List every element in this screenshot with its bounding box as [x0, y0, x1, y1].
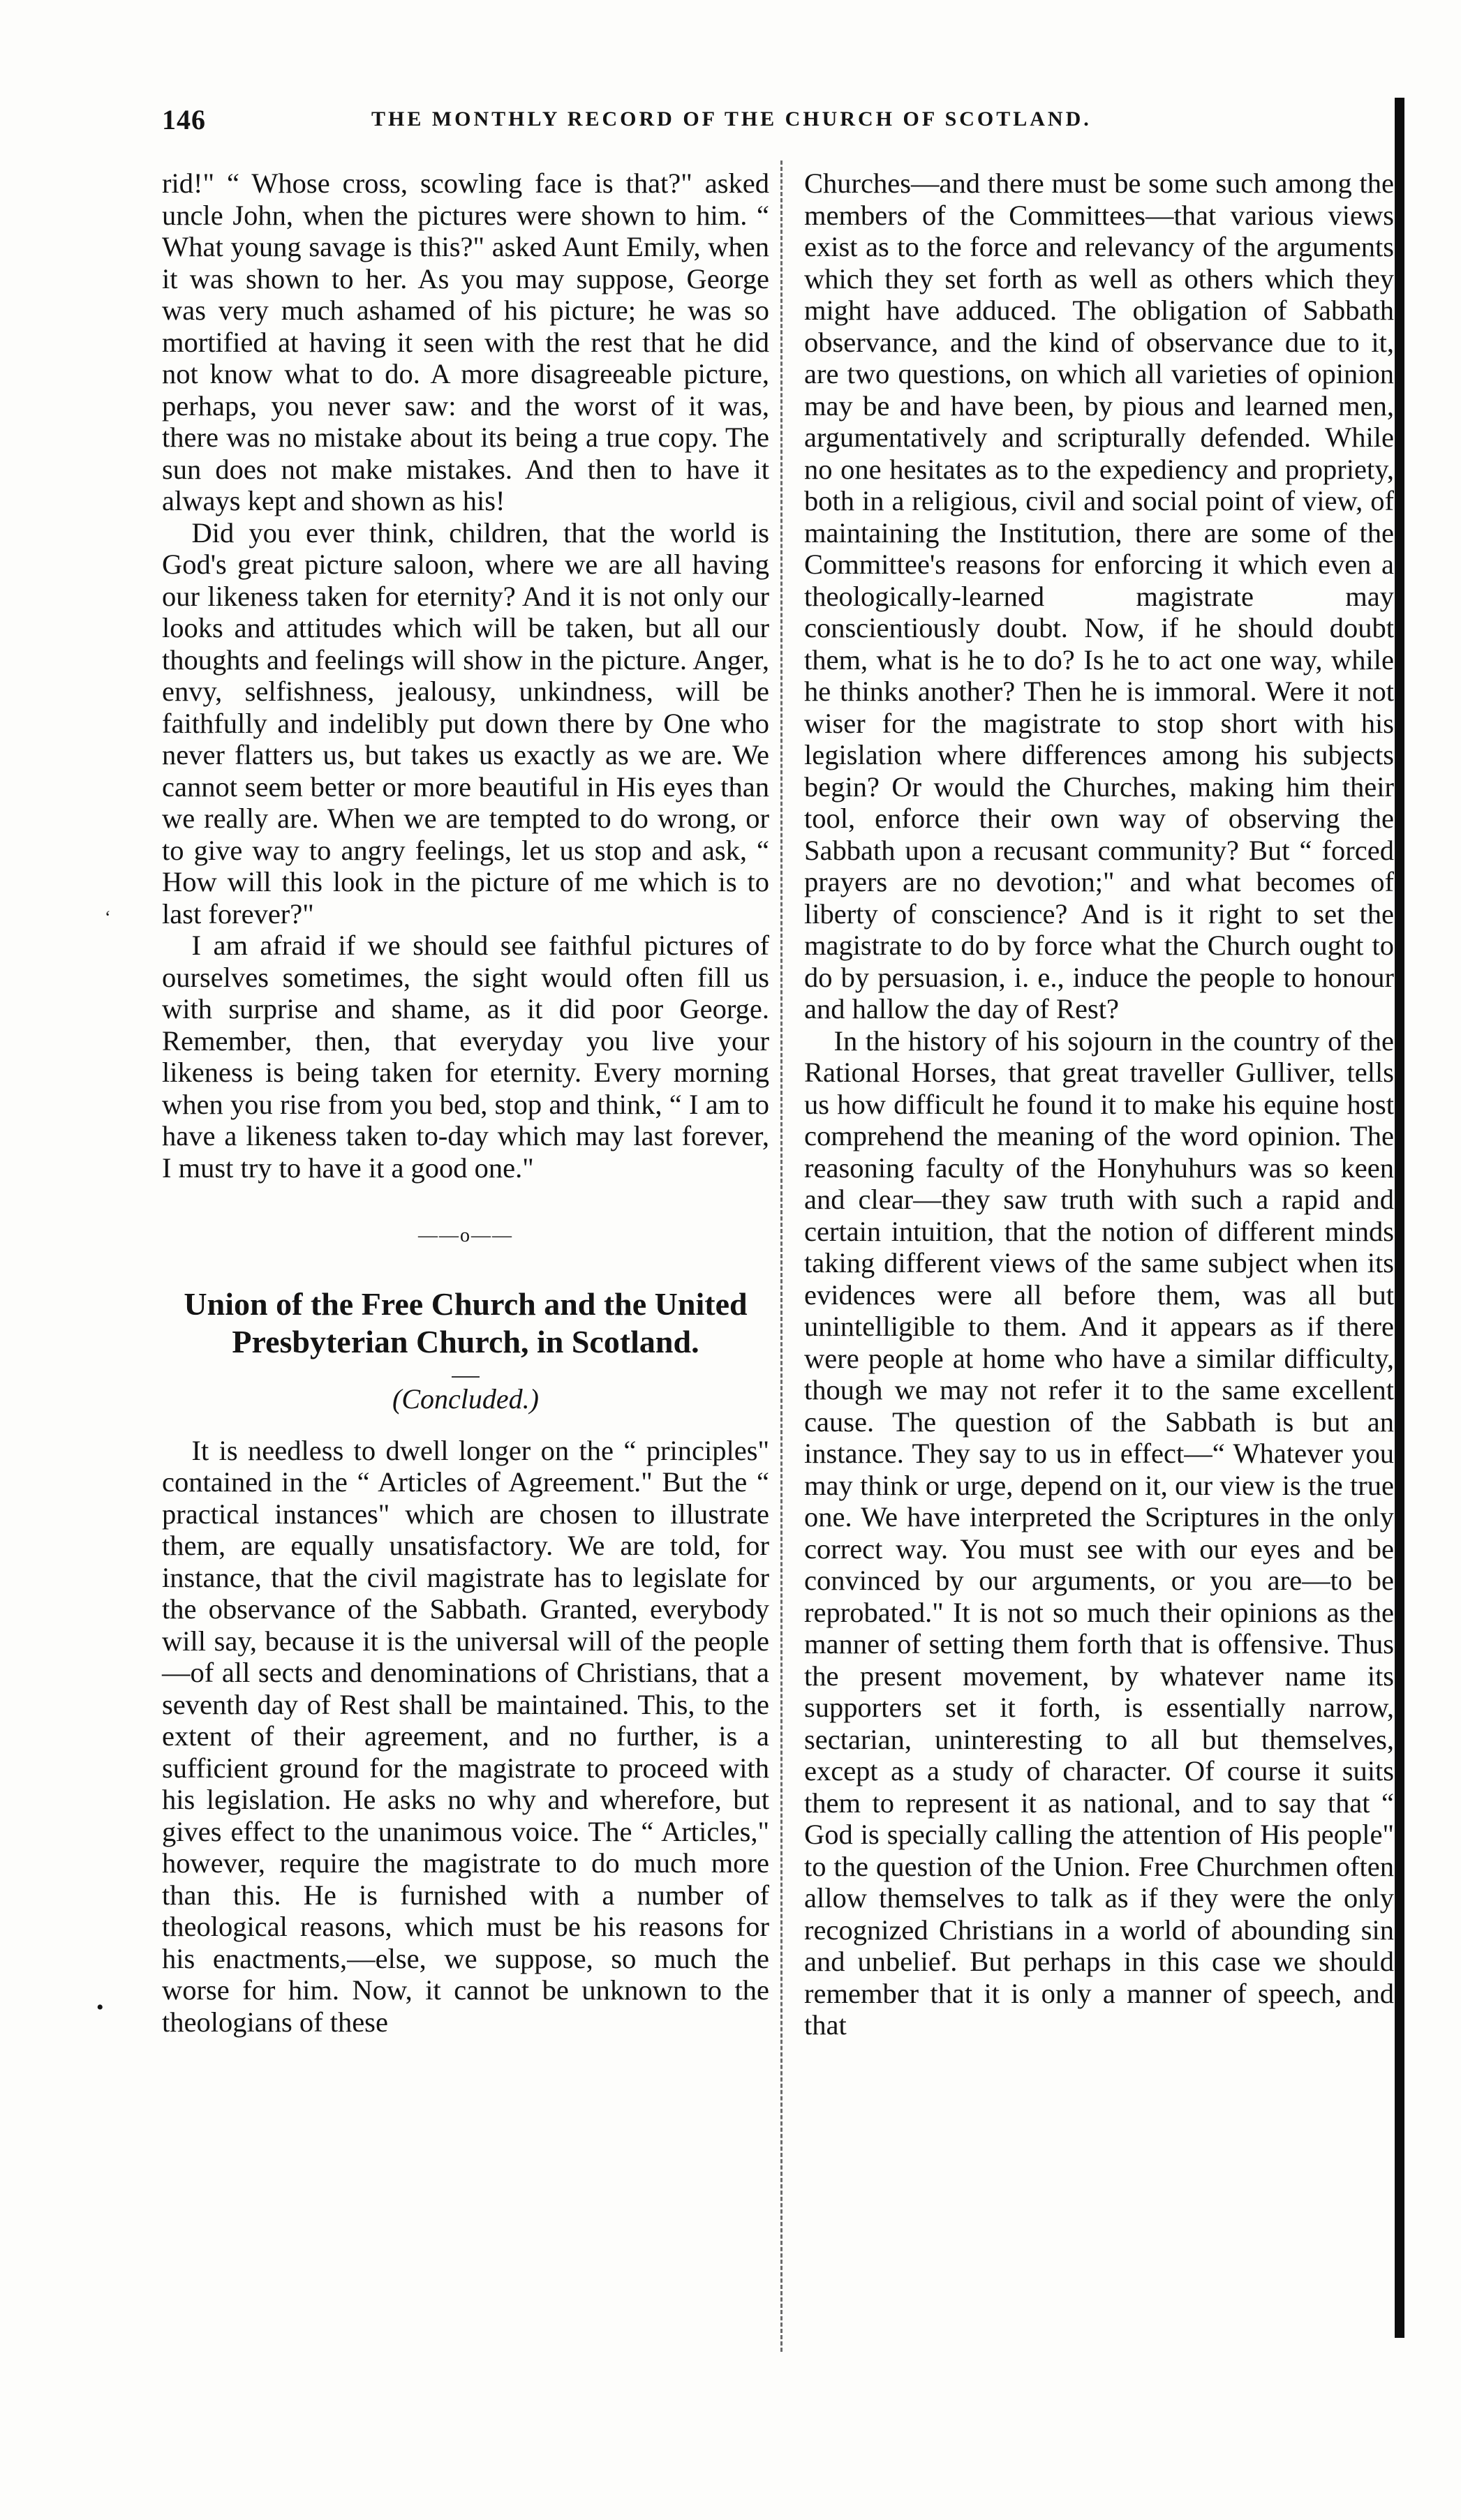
left-column: [162, 167, 769, 2038]
margin-mark: •: [96, 1996, 104, 2019]
heading-rule: [452, 1376, 480, 1378]
right-paragraph-1: Churches—and there must be some such among the members of the Committees—that various views exist as to the force and relevancy of the arguments which they set forth as well as others which they might have adduced. The obligation of Sabbath observance, and the kind of observance due to it, are two questions, on which all varieties of opinion may be and have been, by pious and learned men, argumentatively and scripturally defended. While no one hesitates as to the expediency and propriety, both in a religious, civil and social point of view, of maintaining the Institution, there are some of the Committee's reasons for enforcing it which even a theologically-learned magistrate may conscientiously doubt. Now, if he should doubt them, what is he to do? Is he to act one way, while he thinks another? Then he is immoral. Were it not wiser for the magistrate to stop short with his legislation where differences among his subjects begin? Or would the Churches, making him their tool, enforce their own way of observing the Sabbath upon a recusant community? But “ forced prayers are no devotion;" and what becomes of liberty of conscience? And is it right to set the magistrate to do by force what the Church ought to do by persuasion, i. e., induce the people to honour and hallow the day of Rest?: [804, 167, 1394, 1024]
column-separator: [780, 161, 783, 2352]
section-heading: Union of the Free Church and the United Presbyterian Church, in Scotland.: [184, 1285, 748, 1359]
running-header: [148, 103, 1390, 145]
story-paragraph-3: I am afraid if we should see faithful pictures of ourselves sometimes, the sight would often fill us with surprise and shame, as it did poor George. Remember, then, that everyday you live your likeness is being taken for eternity. Every morning when you rise from you bed, stop and think, “ I am to have a likeness taken to-day which may last forever, I must try to have it a good one.": [162, 930, 769, 1184]
running-title: THE MONTHLY RECORD OF THE CHURCH OF SCOTLAND.: [371, 107, 1092, 131]
right-paragraph-2: In the history of his sojourn in the country of the Rational Horses, that great traveller Gulliver, tells us how difficult he found it to make his equine host comprehend the meaning of the word opinion. The reasoning faculty of the Honyhuhurs was so keen and clear—they saw truth with such a rapid and certain intuition, that the notion of different minds taking different views of the same subject when its evidences were all before them, was all but unintelligible to them. And it appears as if there were people at home who have a similar difficulty, though we may not refer it to the same excellent cause. The question of the Sabbath is but an instance. They say to us in effect—“ Whatever you may think or urge, depend on it, our view is the true one. We have interpreted the Scriptures in the only correct way. You must see with our eyes and be convinced by our arguments, or you are—to be reprobated." It is not so much their opinions as the manner of setting them forth that is offensive. Thus the present movement, by whatever name its supporters set it forth, is essentially narrow, sectarian, uninteresting to all but themselves, except as a study of character. Of course it suits them to represent it as national, and to say that “ God is specially calling the attention of His people" to the question of the Union. Free Churchmen often allow themselves to talk as if they were the only recognized Christians in a world of abounding sin and unbelief. But perhaps in this case we should remember that it is only a manner of speech, and that: [804, 1024, 1394, 2041]
section-subheading: (Concluded.): [392, 1382, 539, 1415]
right-column: [804, 167, 1394, 2041]
binding-edge: [1395, 98, 1404, 2338]
page-number: 146: [162, 104, 206, 135]
story-paragraph-2: Did you ever think, children, that the world is God's great picture saloon, where we are all having our likeness taken for eternity? And it is not only our looks and attitudes which will be taken, but all our thoughts and feelings will show in the picture. Anger, envy, selfishness, jealousy, unkindness, will be faithfully and indelibly put down there by One who never flatters us, but takes us exactly as we are. We cannot seem better or more beautiful in His eyes than we really are. When we are tempted to do wrong, or to give way to angry feelings, let us stop and ask, “ How will this look in the picture of me which is to last forever?": [162, 516, 769, 930]
story-paragraph-1: rid!" “ Whose cross, scowling face is that?" asked uncle John, when the pictures were shown to him. “ What young savage is this?" asked Aunt Emily, when it was shown to her. As you may suppose, George was very much ashamed of his picture; he was so mortified at having it seen with the rest that he did not know what to do. A more disagreeable picture, perhaps, you never saw: and the worst of it was, there was no mistake about its being a true copy. The sun does not make mistakes. And then to have it always kept and shown as his!: [162, 167, 769, 516]
section-divider: ——o——: [418, 1225, 513, 1246]
section-paragraph-1: It is needless to dwell longer on the “ principles" contained in the “ Articles of Agreement." But the “ practical instances" which are chosen to illustrate them, are equally unsatisfactory. We are told, for instance, that the civil magistrate has to legislate for the observance of the Sabbath. Granted, everybody will say, because it is the universal will of the people—of all sects and denominations of Christians, that a seventh day of Rest shall be maintained. This, to the extent of their agreement, and no further, is a sufficient ground for the magistrate to proceed with his legislation. He asks no why and wherefore, but gives effect to the unanimous voice. The “ Articles," however, require the magistrate to do much more than this. He is furnished with a number of theological reasons, which must be his reasons for his enactments,—else, we suppose, so much the worse for him. Now, it cannot be unknown to the theologians of these: [162, 1434, 769, 2038]
margin-mark-2: ‘: [105, 907, 111, 927]
